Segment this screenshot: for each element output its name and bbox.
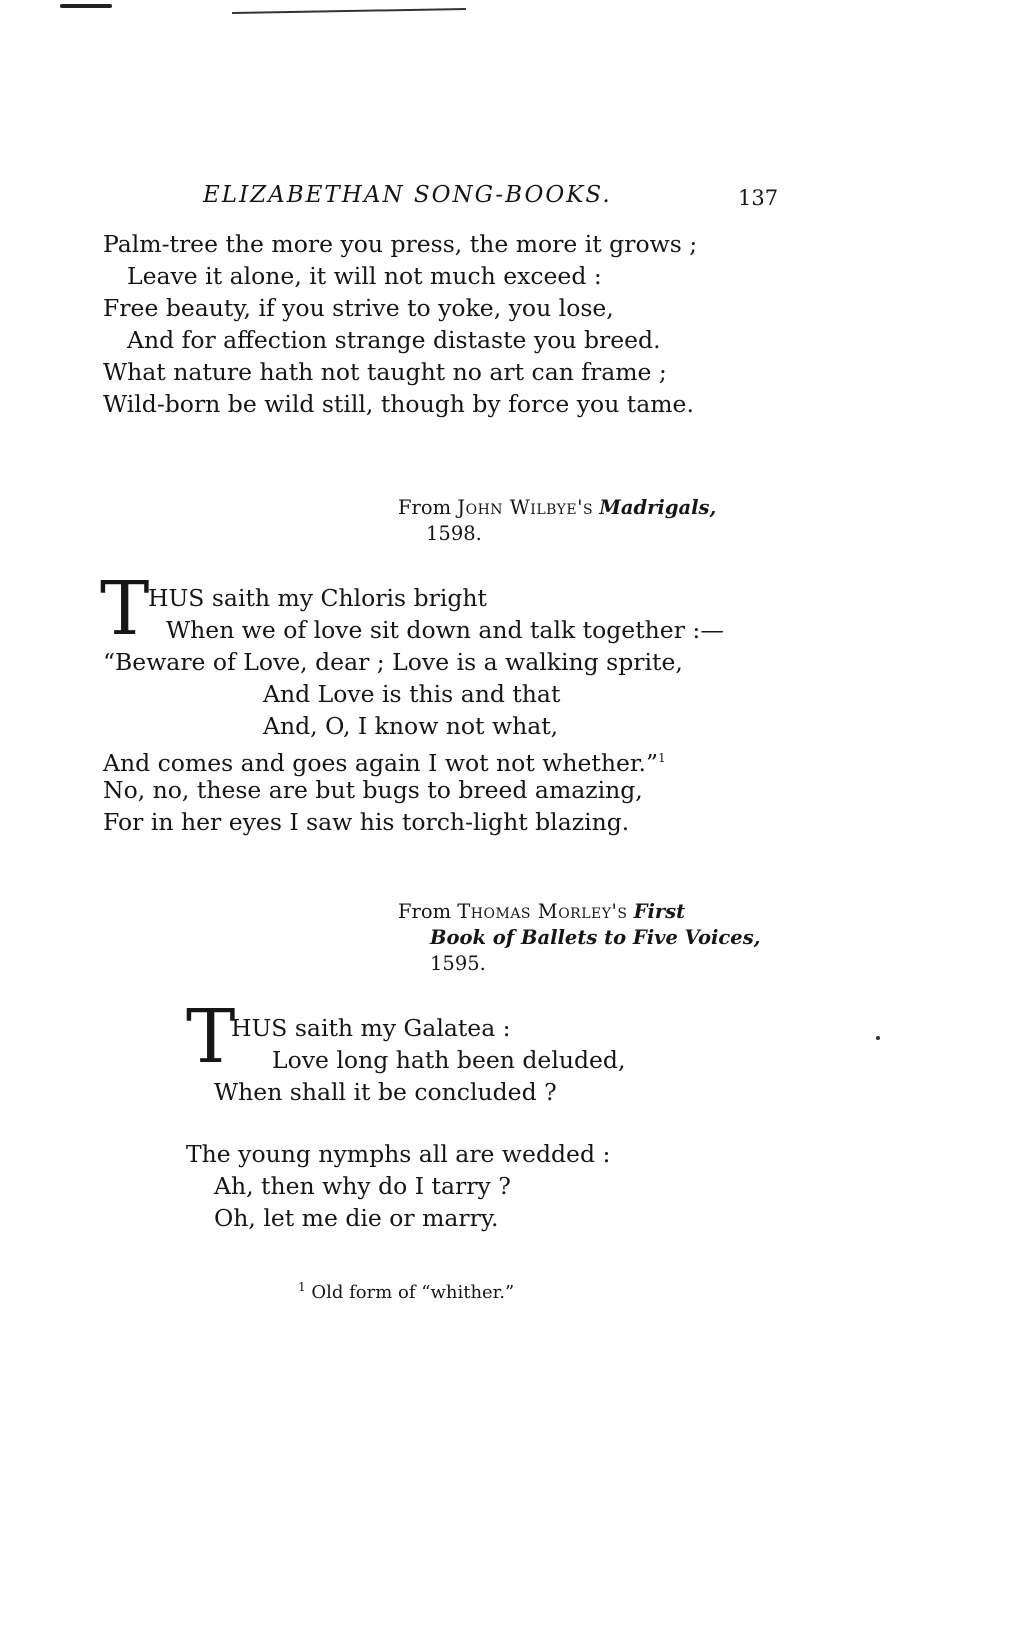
attribution-prefix: From (398, 496, 452, 519)
verse-line: When shall it be concluded ? (214, 1078, 557, 1106)
footnote-marker: 1 (298, 1280, 306, 1294)
verse-line: And for affection strange distaste you breed. (127, 326, 661, 354)
footnote-reference: 1 (658, 751, 666, 765)
drop-cap: T (186, 994, 236, 1080)
attribution-year: 1595. (430, 952, 486, 975)
verse-line: Oh, let me die or marry. (214, 1204, 499, 1232)
verse-line: Leave it alone, it will not much exceed : (127, 262, 602, 290)
verse-line: HUS saith my Chloris bright (148, 584, 488, 612)
verse-line: And, O, I know not what, (263, 712, 559, 740)
verse-line: “Beware of Love, dear ; Love is a walking sprite, (103, 648, 683, 676)
poem-2 (103, 582, 724, 838)
verse-line: The young nymphs all are wedded : (186, 1140, 611, 1168)
footnote-text: Old form of “whither.” (311, 1282, 515, 1303)
scan-mark-left (60, 4, 112, 8)
verse-line-text: And comes and goes again I wot not whether.” (103, 748, 659, 777)
attribution-author: Thomas Morley's (457, 900, 628, 923)
verse-line: Wild-born be wild still, though by force you tame. (103, 390, 694, 418)
verse-line: For in her eyes I saw his torch-light blazing. (103, 808, 630, 836)
verse-line (103, 742, 724, 777)
attribution-work-continued: Book of Ballets to Five Voices, (430, 926, 761, 949)
verse-line: When we of love sit down and talk together :— (166, 616, 724, 644)
drop-cap: T (100, 566, 150, 652)
attribution-year: 1598. (426, 522, 482, 545)
verse-line: No, no, these are but bugs to breed amazing, (103, 776, 643, 804)
page-number: 137 (738, 186, 779, 210)
attribution-wilbye (398, 495, 716, 547)
running-title: ELIZABETHAN SONG-BOOKS. (203, 182, 612, 208)
poem-1 (103, 228, 697, 420)
footnote (298, 1280, 514, 1303)
verse-line: Ah, then why do I tarry ? (214, 1172, 511, 1200)
verse-line: Love long hath been deluded, (272, 1046, 626, 1074)
scan-rule-top (232, 8, 466, 14)
attribution-morley (398, 899, 760, 977)
poem-3 (186, 1012, 625, 1234)
ink-speck (876, 1036, 880, 1040)
attribution-work: Madrigals, (599, 496, 717, 519)
attribution-work: First (633, 900, 686, 923)
verse-line: HUS saith my Galatea : (231, 1014, 511, 1042)
attribution-author: John Wilbye's (457, 496, 594, 519)
verse-line: Free beauty, if you strive to yoke, you lose, (103, 294, 614, 322)
verse-line: And Love is this and that (263, 680, 561, 708)
verse-line: Palm-tree the more you press, the more it grows ; (103, 230, 698, 258)
verse-line: What nature hath not taught no art can frame ; (103, 358, 667, 386)
attribution-prefix: From (398, 900, 452, 923)
